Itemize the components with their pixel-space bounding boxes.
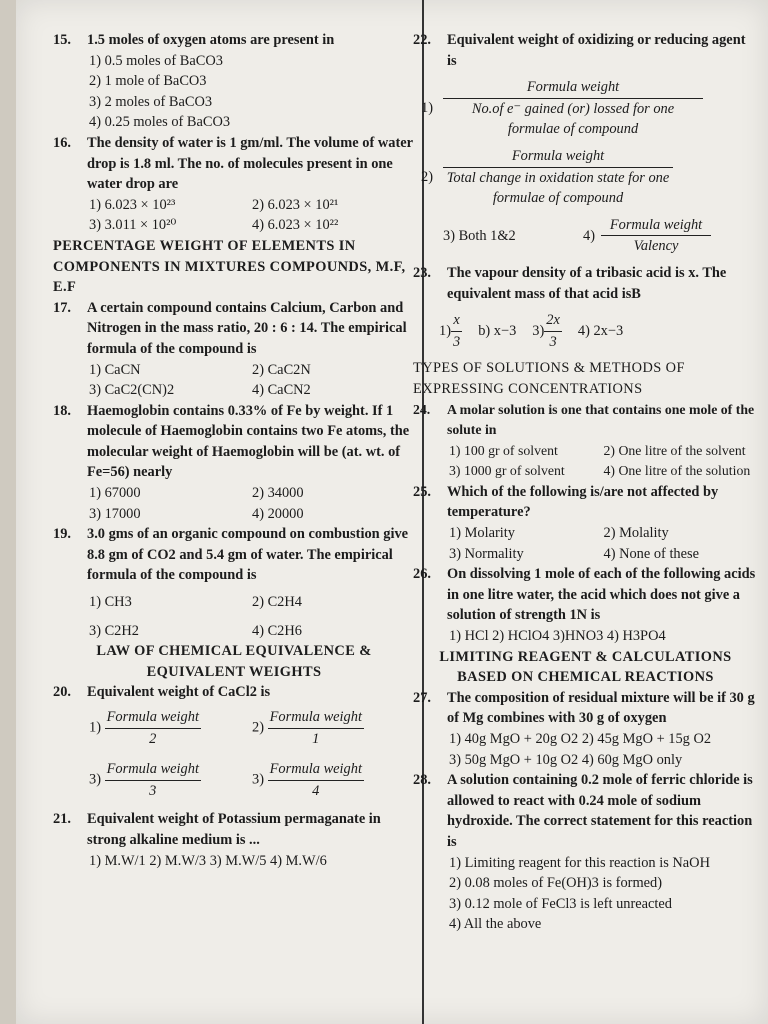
question-text: The composition of residual mixture will be if 30 g of Mg combines with 30 g of oxygen xyxy=(447,689,755,727)
question-text: Haemoglobin contains 0.33% of Fe by weight. If 1 molecule of Haemoglobin contains two Fe atoms, the molecular weight of Haemoglobin will be (at. wt. of Fe=56) nearly xyxy=(87,402,410,481)
right-column xyxy=(413,30,758,935)
option: 2) Molality xyxy=(603,525,669,542)
option: 3) Normality xyxy=(449,545,524,562)
question-16: 16. The density of water is 1 gm/ml. The volume of water drop is 1.8 ml. The no. of molecules present in one water drop are 1) 6.023 × 10²³ 2) 6.023 × 10²¹ 3) 3.011 × 10²⁰ 4) 6.023 × 10²² xyxy=(53,133,415,236)
fraction: $\frac{\text{Formula weight}}{1}$ xyxy=(269,709,362,747)
fraction: $\frac{\text{Formula weight}}{\text{Valency}}$ xyxy=(601,215,711,257)
question-24: 24. A molar solution is one that contains one mole of the solute in 1) 100 gr of solvent 2) One litre of the solvent 3) 1000 gr of solvent 4) One litre of the solution xyxy=(413,400,758,482)
option: 3) 3.011 × 10²⁰ xyxy=(89,217,177,234)
option: 3) C2H2 xyxy=(89,622,139,639)
option: 4) All the above xyxy=(449,916,542,933)
option: 4) 6.023 × 10²² xyxy=(252,217,339,234)
option: 2) C2H4 xyxy=(252,594,302,611)
option: 1) CaCN xyxy=(89,361,141,378)
option: 3) 2 moles of BaCO3 xyxy=(89,93,213,110)
question-text: The vapour density of a tribasic acid is x. The equivalent mass of that acid isB xyxy=(447,264,727,302)
section-heading: PERCENTAGE WEIGHT OF ELEMENTS IN COMPONENTS IN MIXTURES COMPOUNDS, M.F, E.F xyxy=(53,237,406,296)
question-15: 15. 1.5 moles of oxygen atoms are present in 1) 0.5 moles of BaCO3 2) 1 mole of BaCO3 3) 2 moles of BaCO3 4) 0.25 moles of BaCO3 xyxy=(53,30,415,133)
option-row: 3) 50g MgO + 10g O2 4) 60g MgO only xyxy=(449,751,683,768)
option: 1) 100 gr of solvent xyxy=(449,442,558,458)
fraction: $\frac{\text{Formula weight}}{\text{Total change in oxidation state for one formulae of compound}}$ xyxy=(443,146,673,209)
option: 3) 1000 gr of solvent xyxy=(449,463,565,479)
option: 1) $\frac{\text{Formula weight}}{2}$ xyxy=(89,707,252,749)
question-28: 28. A solution containing 0.2 mole of ferric chloride is allowed to react with 0.24 mole of sodium hydroxide. The correct statement for this reaction is 1) Limiting reagent for this reaction is NaOH 2) 0.08 moles of Fe(OH)3 is formed) 3) 0.12 mole of FeCl3 is left unreacted 4) All the above xyxy=(413,770,758,935)
fraction: $\frac{\text{Formula weight}}{3}$ xyxy=(106,761,199,799)
option: 1) CH3 xyxy=(89,594,132,611)
section-heading: TYPES OF SOLUTIONS & METHODS OF EXPRESSING CONCENTRATIONS xyxy=(413,360,685,397)
question-21: 21. Equivalent weight of Potassium permaganate in strong alkaline medium is ... 1) M.W/1 2) M.W/3 3) M.W/5 4) M.W/6 xyxy=(53,809,415,871)
question-text: The density of water is 1 gm/ml. The volume of water drop is 1.8 ml. The no. of molecules present in one water drop are xyxy=(87,134,413,193)
option: 1) 0.5 moles of BaCO3 xyxy=(89,52,223,69)
option: 2) 0.08 moles of Fe(OH)3 is formed) xyxy=(449,875,663,892)
question-27: 27. The composition of residual mixture will be if 30 g of Mg combines with 30 g of oxygen 1) 40g MgO + 20g O2 2) 45g MgO + 15g O2 3) 50g MgO + 10g O2 4) 60g MgO only xyxy=(413,688,758,770)
question-23: 23. The vapour density of a tribasic acid is x. The equivalent mass of that acid isB 1) $\frac{x}{3}$ b) x−3 3) $\frac{2x}{3}$ 4) 2x−3 xyxy=(413,263,758,352)
option: 1) 6.023 × 10²³ xyxy=(89,196,176,213)
question-text: 1.5 moles of oxygen atoms are present in xyxy=(87,32,335,48)
option-row: 1) HCl 2) HClO4 3)HNO3 4) H3PO4 xyxy=(449,628,666,645)
option: 4) 20000 xyxy=(252,505,304,522)
question-text: Equivalent weight of oxidizing or reducing agent is xyxy=(447,32,746,69)
question-18: 18. Haemoglobin contains 0.33% of Fe by weight. If 1 molecule of Haemoglobin contains two Fe atoms, the molecular weight of Haemoglobin will be (at. wt. of Fe=56) nearly 1) 67000 2) 34000 3) 17000 4) 20000 xyxy=(53,401,415,525)
question-text: 3.0 gms of an organic compound on combustion give 8.8 gm of CO2 and 5.4 gm of water. The empirical formula of the compound is xyxy=(87,526,409,584)
option: 2) 1 mole of BaCO3 xyxy=(89,73,207,90)
left-column xyxy=(53,30,415,871)
question-20: 20. Equivalent weight of CaCl2 is 1) $\frac{\text{Formula weight}}{2}$ 2) $\frac{\text{Formula weight}}{1}$ 3) $\frac{\text{Formula weight}}{3}$ 3) $\frac{\text{Formula weight}}{4}$ xyxy=(53,682,415,801)
option: 2) $\frac{\text{Formula weight}}{1}$ xyxy=(252,707,415,749)
option: 3) 0.12 mole of FeCl3 is left unreacted xyxy=(449,895,672,912)
question-text: Which of the following is/are not affected by temperature? xyxy=(447,483,719,521)
option: 3) CaC2(CN)2 xyxy=(89,382,175,399)
fraction: $\frac{\text{Formula weight}}{\text{No.of e⁻ gained (or) lossed for one formulae of compound}}$ xyxy=(443,77,703,140)
fraction: $\frac{\text{Formula weight}}{2}$ xyxy=(106,709,199,747)
option: 3) $\frac{\text{Formula weight}}{4}$ xyxy=(252,759,415,801)
option-row: 1) 40g MgO + 20g O2 2) 45g MgO + 15g O2 xyxy=(449,731,712,747)
question-text: A solution containing 0.2 mole of ferric chloride is allowed to react with 0.24 mole of sodium hydroxide. The correct statement for this reaction is xyxy=(447,772,753,850)
option-row: 3) Both 1&2 4) $\frac{\text{Formula weight}}{\text{Valency}}$ xyxy=(413,215,758,257)
option: 2) One litre of the solvent xyxy=(603,442,746,458)
option: 4) One litre of the solution xyxy=(603,463,751,479)
question-17: 17. A certain compound contains Calcium, Carbon and Nitrogen in the mass ratio, 20 : 6 : 14. The empirical formula of the compound is 1) CaCN 2) CaC2N 3) CaC2(CN)2 4) CaCN2 xyxy=(53,298,415,401)
question-22: 22. Equivalent weight of oxidizing or reducing agent is 1) $\frac{\text{Formula weight}}{\text{No.of e⁻ gained (or) lossed for one formulae of compound}}$ 2) $\frac{\text{Formula weight}}{\text{Total change in oxidation state for one formulae of compound}}$ 3) Both 1&2 4) $\frac{\text{Formula weight}}{\text{Valency}}$ xyxy=(413,30,758,257)
option: 4) 0.25 moles of BaCO3 xyxy=(89,114,231,131)
option: 2) $\frac{\text{Formula weight}}{\text{Total change in oxidation state for one formulae of compound}}$ xyxy=(413,146,758,209)
option: 1) $\frac{\text{Formula weight}}{\text{No.of e⁻ gained (or) lossed for one formulae of compound}}$ xyxy=(413,77,758,140)
question-text: On dissolving 1 mole of each of the following acids in one litre water, the acid which does not give a solution of strength 1N is xyxy=(447,566,756,624)
question-26: 26. On dissolving 1 mole of each of the following acids in one litre water, the acid which does not give a solution of strength 1N is 1) HCl 2) HClO4 3)HNO3 4) H3PO4 xyxy=(413,564,758,646)
option: 4) None of these xyxy=(603,545,700,562)
option: 4) C2H6 xyxy=(252,622,302,639)
option: 2) 6.023 × 10²¹ xyxy=(252,196,339,213)
question-text: Equivalent weight of CaCl2 is xyxy=(87,684,271,701)
fraction: $\frac{\text{Formula weight}}{4}$ xyxy=(269,761,362,799)
option: 1) Molarity xyxy=(449,525,515,542)
option: 4) CaCN2 xyxy=(252,382,311,399)
option: 2) 34000 xyxy=(252,485,304,502)
question-19: 19. 3.0 gms of an organic compound on combustion give 8.8 gm of CO2 and 5.4 gm of water. The empirical formula of the compound is 1) CH3 2) C2H4 3) C2H2 4) C2H6 xyxy=(53,524,415,641)
section-heading: LAW OF CHEMICAL EQUIVALENCE & EQUIVALENT WEIGHTS xyxy=(96,643,372,680)
section-heading: LIMITING REAGENT & CALCULATIONS BASED ON CHEMICAL REACTIONS xyxy=(439,648,732,686)
option: 1) 67000 xyxy=(89,485,141,502)
option-row: 1) $\frac{x}{3}$ b) x−3 3) $\frac{2x}{3}$ 4) 2x−3 xyxy=(413,310,758,352)
option: 3) $\frac{\text{Formula weight}}{3}$ xyxy=(89,759,252,801)
option: 3) 17000 xyxy=(89,505,141,522)
question-text: A certain compound contains Calcium, Carbon and Nitrogen in the mass ratio, 20 : 6 : 14. The empirical formula of the compound is xyxy=(87,299,407,357)
question-text: Equivalent weight of Potassium permaganate in strong alkaline medium is ... xyxy=(87,811,381,848)
option: 1) Limiting reagent for this reaction is NaOH xyxy=(449,854,710,871)
option: 2) CaC2N xyxy=(252,361,311,378)
question-text: A molar solution is one that contains one mole of the solute in xyxy=(447,401,755,438)
fraction: $\frac{2x}{3}$ xyxy=(546,312,560,350)
book-page xyxy=(16,0,768,1024)
fraction: $\frac{x}{3}$ xyxy=(453,312,461,350)
option-row: 1) M.W/1 2) M.W/3 3) M.W/5 4) M.W/6 xyxy=(89,852,327,869)
question-25: 25. Which of the following is/are not affected by temperature? 1) Molarity 2) Molality 3) Normality 4) None of these xyxy=(413,482,758,564)
